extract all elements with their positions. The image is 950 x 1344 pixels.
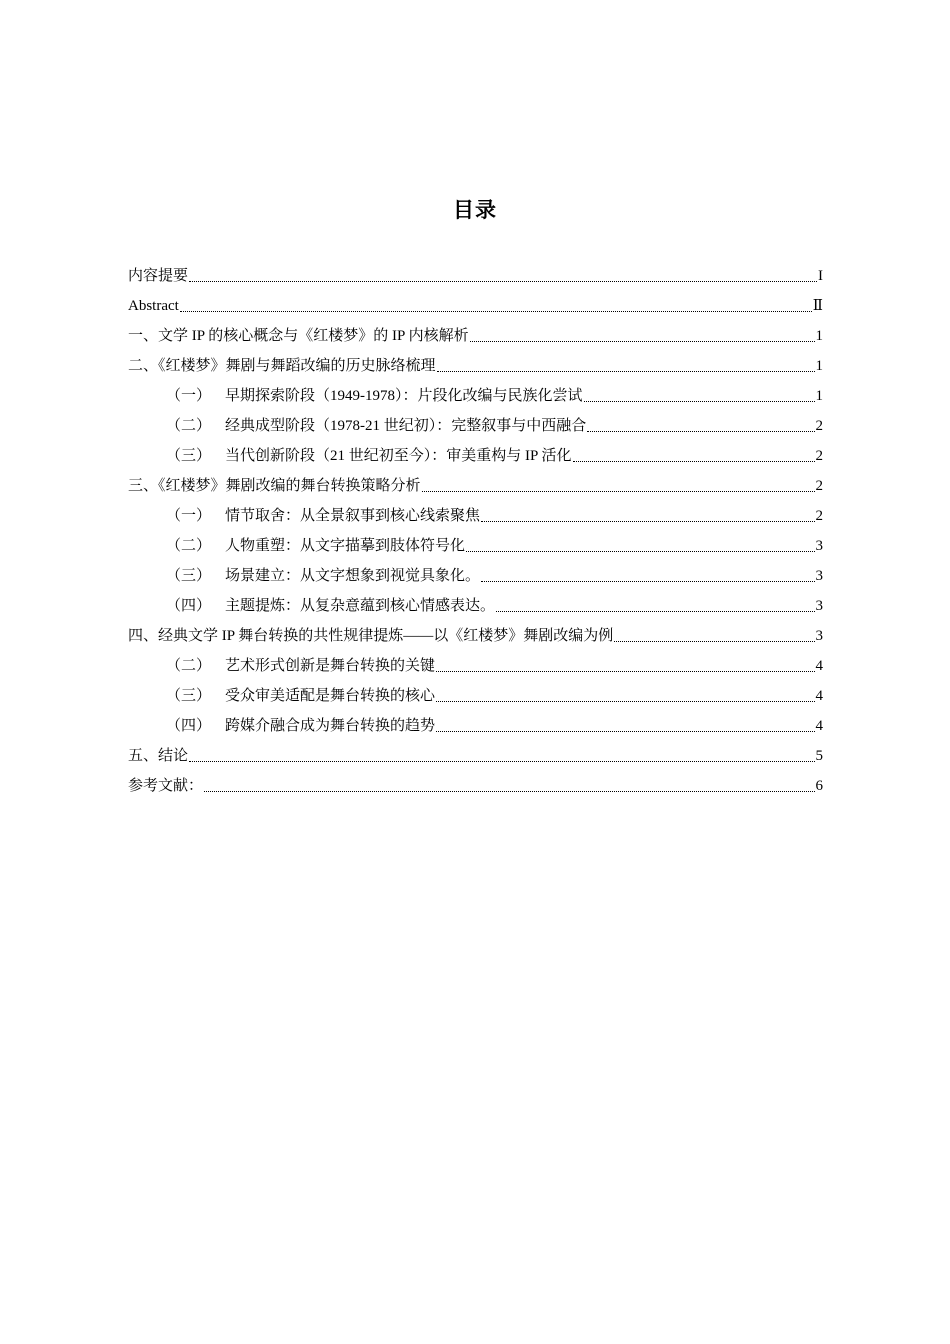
dot-leader xyxy=(584,401,815,402)
toc-entry-number: （二） xyxy=(166,418,212,434)
toc-entry[interactable] xyxy=(128,355,823,385)
dot-leader xyxy=(437,371,815,372)
toc-entry[interactable] xyxy=(128,565,823,595)
toc-entry[interactable] xyxy=(128,775,823,805)
toc-entry[interactable] xyxy=(128,445,823,475)
toc-entry-label: 人物重塑：从文字描摹到肢体符号化 xyxy=(225,538,466,554)
toc-entry-page-number: 3 xyxy=(815,628,823,644)
toc-entry-page-number: I xyxy=(818,268,823,284)
toc-entry[interactable] xyxy=(128,385,823,415)
toc-entry-label: 三、《红楼梦》舞剧改编的舞台转换策略分析 xyxy=(128,478,421,494)
toc-entry-page-number: 5 xyxy=(815,748,823,764)
toc-entry-label: 艺术形式创新是舞台转换的关键 xyxy=(225,658,436,674)
toc-entry-page-number: 2 xyxy=(815,448,823,464)
dot-leader xyxy=(204,791,814,792)
dot-leader xyxy=(587,431,814,432)
dot-leader xyxy=(436,671,814,672)
toc-entry-page-number: 1 xyxy=(815,328,823,344)
toc-entry-page-number: 2 xyxy=(815,508,823,524)
toc-entry-number: （四） xyxy=(166,598,212,614)
toc-entry-label: 场景建立：从文字想象到视觉具象化。 xyxy=(225,568,481,584)
toc-entry[interactable] xyxy=(128,685,823,715)
toc-entry[interactable] xyxy=(128,745,823,775)
toc-entry-page-number: 2 xyxy=(815,478,823,494)
dot-leader xyxy=(466,551,814,552)
toc-entry-label: 经典成型阶段（1978-21 世纪初）：完整叙事与中西融合 xyxy=(225,418,587,434)
toc-entry-page-number: 4 xyxy=(815,718,823,734)
toc-entry-page-number: 2 xyxy=(815,418,823,434)
toc-entry-page-number: 3 xyxy=(815,568,823,584)
table-of-contents xyxy=(128,265,823,805)
toc-entry-label: 情节取舍：从全景叙事到核心线索聚焦 xyxy=(225,508,481,524)
dot-leader xyxy=(481,581,814,582)
dot-leader xyxy=(470,341,815,342)
toc-entry[interactable] xyxy=(128,265,823,295)
dot-leader xyxy=(573,461,815,462)
toc-entry-page-number: 1 xyxy=(815,388,823,404)
toc-entry-number: （三） xyxy=(166,688,212,704)
dot-leader xyxy=(189,281,817,282)
dot-leader xyxy=(481,521,814,522)
toc-entry[interactable] xyxy=(128,595,823,625)
toc-entry[interactable] xyxy=(128,325,823,355)
toc-entry-number: （二） xyxy=(166,538,212,554)
toc-entry[interactable] xyxy=(128,715,823,745)
toc-entry-label: 参考文献： xyxy=(128,778,204,794)
toc-entry[interactable] xyxy=(128,655,823,685)
toc-entry-page-number: 3 xyxy=(815,538,823,554)
dot-leader xyxy=(614,641,814,642)
toc-entry[interactable] xyxy=(128,535,823,565)
toc-entry-page-number: 3 xyxy=(815,598,823,614)
toc-entry-label: 内容提要 xyxy=(128,268,189,284)
dot-leader xyxy=(496,611,814,612)
toc-entry-label: 二、《红楼梦》舞剧与舞蹈改编的历史脉络梳理 xyxy=(128,358,436,374)
toc-title: 目录 xyxy=(453,198,497,222)
dot-leader xyxy=(189,761,814,762)
toc-entry-number: （三） xyxy=(166,568,212,584)
toc-entry-page-number: 4 xyxy=(815,688,823,704)
toc-entry-number: （二） xyxy=(166,658,212,674)
dot-leader xyxy=(422,491,815,492)
toc-entry-number: （一） xyxy=(166,388,212,404)
toc-entry-label: 跨媒介融合成为舞台转换的趋势 xyxy=(225,718,436,734)
toc-entry-label: 受众审美适配是舞台转换的核心 xyxy=(225,688,436,704)
toc-entry-page-number: 1 xyxy=(815,358,823,374)
toc-entry[interactable] xyxy=(128,505,823,535)
toc-entry[interactable] xyxy=(128,625,823,655)
dot-leader xyxy=(180,311,812,312)
toc-entry-label: 五、结论 xyxy=(128,748,189,764)
toc-entry-page-number: 6 xyxy=(815,778,823,794)
toc-entry[interactable] xyxy=(128,295,823,325)
toc-entry[interactable] xyxy=(128,475,823,505)
toc-entry-label: 早期探索阶段（1949-1978）：片段化改编与民族化尝试 xyxy=(225,388,583,404)
dot-leader xyxy=(436,731,814,732)
toc-entry[interactable] xyxy=(128,415,823,445)
dot-leader xyxy=(436,701,814,702)
toc-entry-page-number: 4 xyxy=(815,658,823,674)
toc-entry-label: 当代创新阶段（21 世纪初至今）：审美重构与 IP 活化 xyxy=(225,448,572,464)
toc-entry-number: （四） xyxy=(166,718,212,734)
toc-entry-label: Abstract xyxy=(128,298,179,314)
toc-entry-label: 一、文学 IP 的核心概念与《红楼梦》的 IP 内核解析 xyxy=(128,328,469,344)
toc-entry-label: 主题提炼：从复杂意蕴到核心情感表达。 xyxy=(225,598,496,614)
toc-entry-number: （一） xyxy=(166,508,212,524)
toc-entry-label: 四、经典文学 IP 舞台转换的共性规律提炼——以《红楼梦》舞剧改编为例 xyxy=(128,628,614,644)
toc-entry-number: （三） xyxy=(166,448,212,464)
toc-entry-page-number: Ⅱ xyxy=(812,298,823,314)
